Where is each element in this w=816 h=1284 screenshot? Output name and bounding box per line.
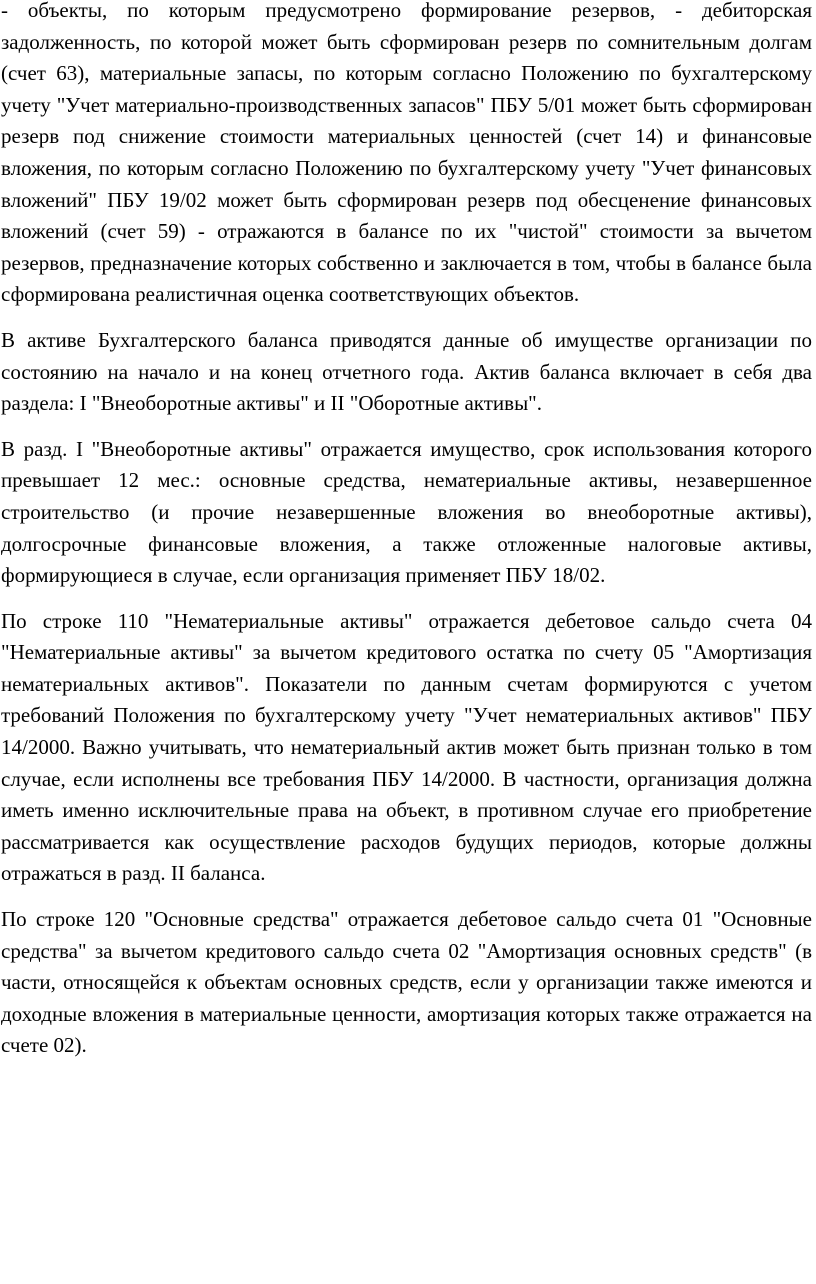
paragraph-balance-assets: В активе Бухгалтерского баланса приводятся данные об имуществе организации по состоянию на начало и на конец отчетного года. Актив баланса включает в себя два раздела: I "Внеоборотные активы" и II "Оборотные активы".	[1, 327, 812, 416]
paragraph-section-one: В разд. I "Внеоборотные активы" отражается имущество, срок использования которого превышает 12 мес.: основные средства, нематериальные активы, незавершенное строительство (и прочие незавершенные вложения во внеоборотные активы), долгосрочные финансовые вложения, а также отложенные налоговые активы, формирующиеся в случае, если организация применяет ПБУ 18/02.	[1, 436, 812, 588]
paragraph-reserves: - объекты, по которым предусмотрено формирование резервов, - дебиторская задолженность, по которой может быть сформирован резерв по сомнительным долгам (счет 63), материальные запасы, по которым согласно Положению по бухгалтерскому учету "Учет материально-производственных запасов" ПБУ 5/01 может быть сформирован резерв под снижение стоимости материальных ценностей (счет 14) и финансовые вложения, по которым согласно Положению по бухгалтерскому учету "Учет финансовых вложений" ПБУ 19/02 может быть сформирован резерв под обесценение финансовых вложений (счет 59) - отражаются в балансе по их "чистой" стоимости за вычетом резервов, предназначение которых собственно и заключается в том, чтобы в балансе была сформирована реалистичная оценка соответствующих объектов.	[1, 0, 812, 307]
paragraph-line-120: По строке 120 "Основные средства" отражается дебетовое сальдо счета 01 "Основные средства" за вычетом кредитового сальдо счета 02 "Амортизация основных средств" (в части, относящейся к объектам основных средств, если у организации также имеются и доходные вложения в материальные ценности, амортизация которых также отражается на счете 02).	[1, 907, 812, 1058]
paragraph-line-110: По строке 110 "Нематериальные активы" отражается дебетовое сальдо счета 04 "Нематериальные активы" за вычетом кредитового остатка по счету 05 "Амортизация нематериальных активов". Показатели по данным счетам формируются с учетом требований Положения по бухгалтерскому учету "Учет нематериальных активов" ПБУ 14/2000. Важно учитывать, что нематериальный актив может быть признан только в том случае, если исполнены все требования ПБУ 14/2000. В частности, организация должна иметь именно исключительные права на объект, в противном случае его приобретение рассматривается как осуществление расходов будущих периодов, которые должны отражаться в разд. II баланса.	[1, 608, 812, 886]
